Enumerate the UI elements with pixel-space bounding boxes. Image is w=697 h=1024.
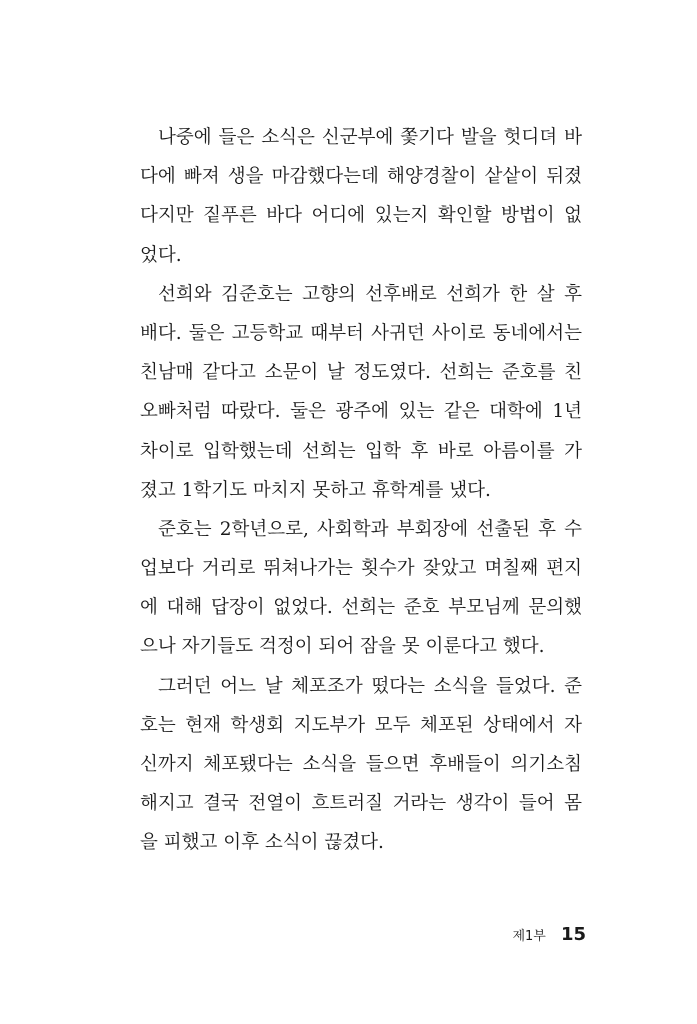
page-number: 15	[560, 924, 586, 945]
paragraph-3-line-4: 으나 자기들도 걱정이 되어 잠을 못 이룬다고 했다.	[140, 636, 545, 658]
paragraph-3-line-3: 에 대해 답장이 없었다. 선희는 준호 부모님께 문의했	[140, 597, 582, 619]
paragraph-1-line-1: 나중에 들은 소식은 신군부에 쫓기다 발을 헛디뎌 바	[158, 127, 582, 148]
paragraph-4-line-2: 호는 현재 학생회 지도부가 모두 체포된 상태에서 자	[140, 714, 582, 736]
paragraph-2-line-6: 졌고 1학기도 마치지 못하고 휴학계를 냈다.	[140, 479, 491, 501]
paragraph-2-line-1: 선희와 김준호는 고향의 선후배로 선희가 한 살 후	[158, 283, 582, 305]
paragraph-4-line-3: 신까지 체포됐다는 소식을 들으면 후배들이 의기소침	[140, 754, 582, 775]
paragraph-2-line-5: 차이로 입학했는데 선희는 입학 후 바로 아름이를 가	[140, 440, 582, 462]
paragraph-4-line-5: 을 피했고 이후 소식이 끊겼다.	[140, 832, 384, 854]
paragraph-1-line-3: 다지만 짙푸른 바다 어디에 있는지 확인할 방법이 없	[140, 205, 582, 227]
paragraph-1-line-4: 었다.	[140, 244, 182, 266]
paragraph-4-line-1: 그러던 어느 날 체포조가 떴다는 소식을 들었다. 준	[158, 675, 582, 697]
paragraph-2-line-4: 오빠처럼 따랐다. 둘은 광주에 있는 같은 대학에 1년	[140, 401, 582, 423]
body-text	[140, 118, 582, 863]
paragraph-3-line-2: 업보다 거리로 뛰쳐나가는 횟수가 잦았고 며칠째 편지	[140, 558, 582, 580]
paragraph-3-line-1: 준호는 2학년으로, 사회학과 부회장에 선출된 후 수	[158, 518, 582, 540]
paragraph-1-line-2: 다에 빠져 생을 마감했다는데 해양경찰이 샅샅이 뒤졌	[140, 166, 582, 188]
paragraph-2-line-2: 배다. 둘은 고등학교 때부터 사귀던 사이로 동네에서는	[140, 322, 582, 344]
paragraph-2-line-3: 친남매 같다고 소문이 날 정도였다. 선희는 준호를 친	[140, 362, 582, 384]
paragraph-4-line-4: 해지고 결국 전열이 흐트러질 거라는 생각이 들어 몸	[140, 793, 582, 815]
section-label: 제1부	[512, 929, 546, 944]
page-footer	[512, 924, 586, 945]
